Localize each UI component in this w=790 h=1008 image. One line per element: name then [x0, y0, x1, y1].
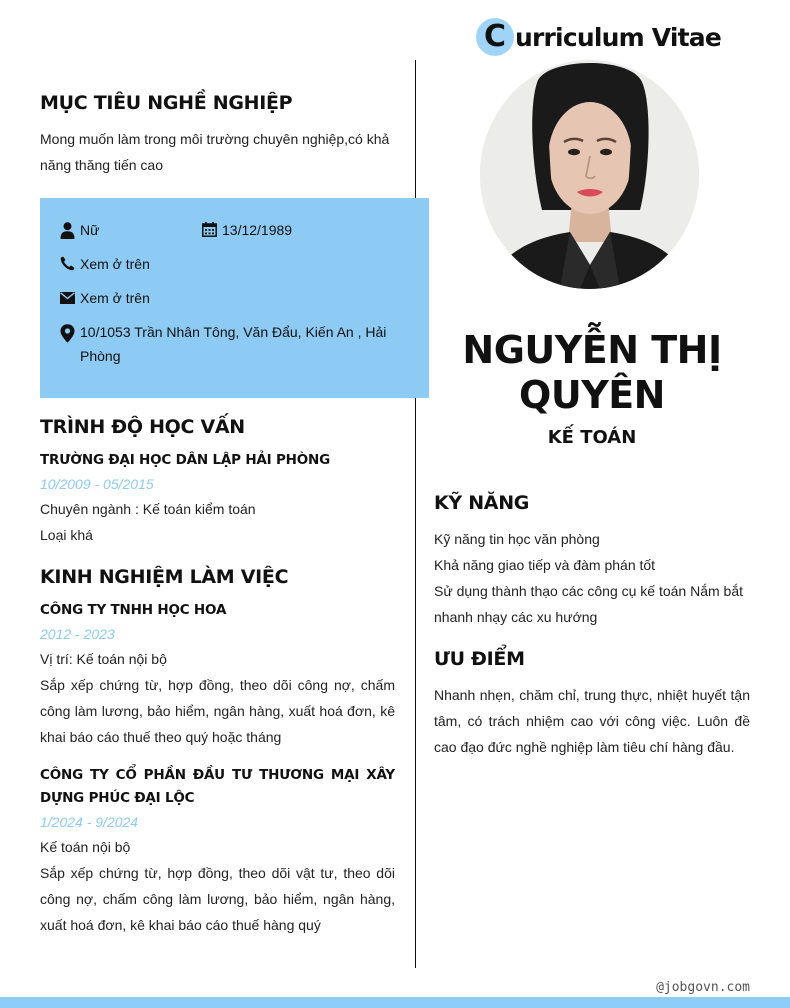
bottom-accent-bar	[0, 997, 790, 1008]
career-goal-title: MỤC TIÊU NGHỀ NGHIỆP	[40, 92, 293, 114]
location-pin-icon	[60, 324, 75, 343]
email-row	[60, 286, 150, 310]
education-title: TRÌNH ĐỘ HỌC VẤN	[40, 416, 245, 438]
birthday-row	[202, 218, 292, 242]
logo-text: urriculum Vitae	[515, 22, 722, 52]
skills-title: KỸ NĂNG	[434, 492, 530, 514]
personal-info-box	[40, 198, 429, 398]
job-position: Vị trí: Kế toán nội bộ	[40, 651, 167, 667]
phone-value: Xem ở trên	[80, 256, 150, 272]
gender-value: Nữ	[80, 222, 100, 238]
school-name: TRƯỜNG ĐẠI HỌC DÂN LẬP HẢI PHÒNG	[40, 452, 331, 468]
address-value: 10/1053 Trần Nhân Tông, Văn Đẩu, Kiến An , Hải Phòng	[80, 324, 387, 364]
job-company: CÔNG TY TNHH HỌC HOA	[40, 602, 227, 618]
education-grade: Loại khá	[40, 527, 93, 543]
strengths-title: ƯU ĐIỂM	[434, 648, 525, 670]
calendar-icon	[202, 222, 217, 237]
job-period: 2012 - 2023	[40, 626, 115, 642]
job-description: Sắp xếp chứng từ, hợp đồng, theo dõi công nợ, chấm công làm lương, bảo hiểm, ngân hàng, xuất hoá đơn, kê khai báo cáo thuế theo quý hoặc tháng	[40, 677, 395, 745]
strengths-text: Nhanh nhẹn, chăm chỉ, trung thực, nhiệt huyết tận tâm, có trách nhiệm cao với công việc. Luôn đề cao đạo đức nghề nghiệp làm tiêu chí hàng đầu.	[434, 687, 750, 755]
logo-badge: C	[476, 18, 514, 56]
phone-icon	[60, 256, 75, 271]
skill-item: Khả năng giao tiếp và đàm phán tốt	[434, 557, 656, 573]
job-position: Kế toán nội bộ	[40, 839, 131, 855]
birthday-value: 13/12/1989	[222, 222, 293, 238]
profile-photo	[480, 60, 699, 289]
column-divider	[415, 60, 416, 968]
envelope-icon	[60, 292, 75, 304]
career-goal-text: Mong muốn làm trong môi trường chuyên nghiệp,có khả năng thăng tiến cao	[40, 131, 390, 173]
job-company: CÔNG TY CỔ PHẦN ĐẦU TƯ THƯƠNG MẠI XÂY DỰNG PHÚC ĐẠI LỘC	[40, 767, 395, 806]
education-period: 10/2009 - 05/2015	[40, 476, 154, 492]
address-row	[60, 320, 400, 368]
cv-logo	[476, 18, 721, 56]
candidate-job-title: KẾ TOÁN	[547, 427, 637, 448]
watermark: @jobgovn.com	[656, 980, 750, 995]
phone-row	[60, 252, 150, 276]
experience-title: KINH NGHIỆM LÀM VIỆC	[40, 566, 289, 588]
skill-item: Sử dụng thành thạo các công cụ kế toán Nắm bắt nhanh nhạy các xu hướng	[434, 583, 744, 625]
person-icon	[60, 222, 75, 239]
job-period: 1/2024 - 9/2024	[40, 814, 139, 830]
education-major: Chuyên ngành : Kế toán kiểm toán	[40, 501, 256, 517]
email-value: Xem ở trên	[80, 290, 150, 306]
skill-item: Kỹ năng tin học văn phòng	[434, 531, 600, 547]
job-description: Sắp xếp chứng từ, hợp đồng, theo dõi vật tư, theo dõi công nợ, chấm công làm lương, bảo hiểm, ngân hàng, xuất hoá đơn, kê khai báo cáo thuế hàng quý	[40, 865, 395, 933]
gender-row	[60, 218, 99, 242]
candidate-name: NGUYỄN THỊ QUYÊN	[462, 328, 722, 417]
portrait-illustration	[480, 60, 699, 289]
